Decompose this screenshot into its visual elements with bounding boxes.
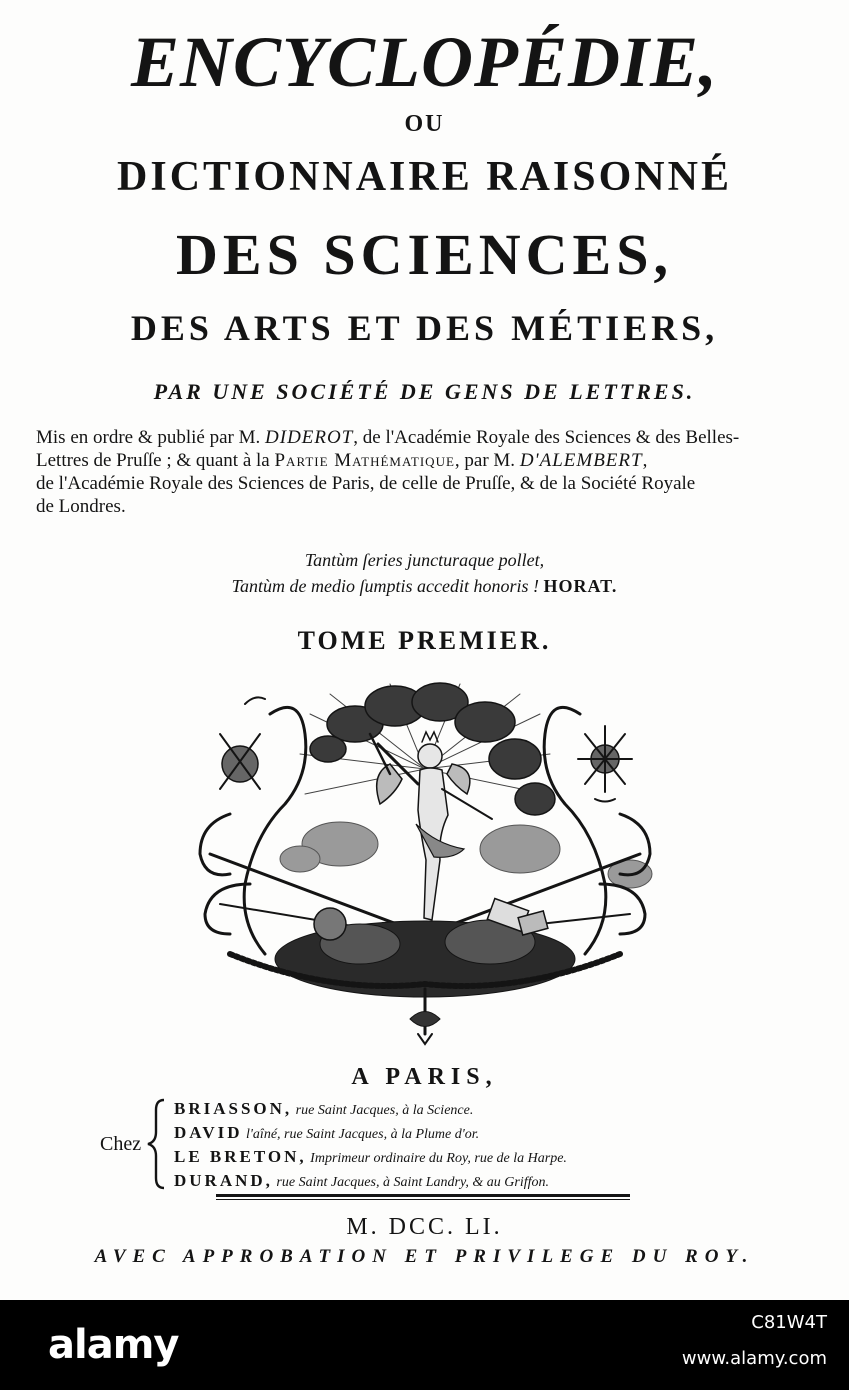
list-item: DURAND, rue Saint Jacques, à Saint Landry, & au Griffon.	[174, 1171, 550, 1190]
editors-line-4: de Londres.	[36, 496, 126, 517]
editors-line-2: Lettres de Pruſſe ; & quant à la Partie Mathématique, par M. D'ALEMBERT,	[36, 450, 648, 471]
byline: PAR UNE SOCIÉTÉ DE GENS DE LETTRES.	[153, 379, 696, 404]
publication-date: M. DCC. LI.	[346, 1214, 503, 1240]
list-item: LE BRETON, Imprimeur ordinaire du Roy, rue de la Harpe.	[174, 1147, 567, 1166]
list-item: DAVID l'aîné, rue Saint Jacques, à la Plume d'or.	[174, 1123, 480, 1142]
watermark-banner	[0, 1300, 849, 1390]
imprint-place: A PARIS,	[351, 1064, 498, 1090]
editors-paragraph	[36, 426, 816, 518]
editor-name-diderot: DIDEROT	[265, 427, 354, 448]
motto-line-2: Tantùm de medio ſumptis accedit honoris ! HORAT.	[231, 576, 618, 596]
partie-mathematique: Partie Mathématique	[274, 450, 455, 471]
left-trophy	[220, 697, 265, 789]
motto-author: HORAT.	[543, 576, 618, 596]
editors-line-1: Mis en ordre & publié par M. DIDEROT, de l'Académie Royale des Sciences & des Belles-	[36, 427, 740, 448]
engraved-vignette-image	[190, 674, 660, 1054]
curly-brace-icon	[146, 1098, 168, 1190]
subtitle-line-3: DES ARTS ET DES MÉTIERS,	[130, 308, 719, 348]
image-id: C81W4T	[751, 1312, 827, 1333]
site-url: www.alamy.com	[681, 1348, 827, 1369]
subtitle-line-2: DES SCIENCES,	[176, 222, 673, 287]
subtitle-line-1: DICTIONNAIRE RAISONNÉ	[117, 154, 732, 200]
double-rule-divider	[216, 1194, 630, 1200]
title-conjunction: OU	[404, 111, 445, 137]
chez-label: Chez	[100, 1133, 142, 1155]
volume-label: TOME PREMIER.	[297, 626, 552, 655]
list-item: BRIASSON, rue Saint Jacques, à la Science.	[174, 1099, 474, 1118]
motto-line-1: Tantùm ſeries juncturaque pollet,	[304, 550, 545, 570]
approbation-line: AVEC APPROBATION ET PRIVILEGE DU ROY.	[94, 1246, 755, 1267]
main-title: ENCYCLOPÉDIE,	[130, 22, 719, 102]
editors-line-3: de l'Académie Royale des Sciences de Paris, de celle de Pruſſe, & de la Société Royale	[36, 473, 696, 494]
editor-name-dalembert: D'ALEMBERT	[519, 450, 643, 471]
right-trophy	[578, 726, 632, 802]
booksellers-list	[174, 1098, 567, 1194]
brand-logo: alamy	[48, 1322, 179, 1368]
booksellers-block	[96, 1098, 736, 1188]
winged-figure	[370, 732, 492, 920]
